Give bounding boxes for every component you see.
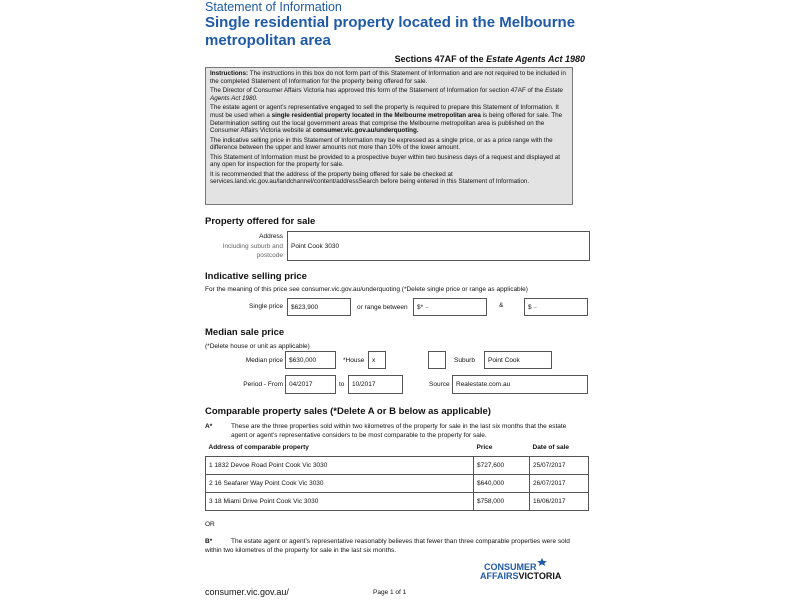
period-label: Period - From xyxy=(243,381,283,388)
comparable-section-title: Comparable property sales (*Delete A or B below as applicable) xyxy=(205,406,491,417)
range-high-placeholder: – xyxy=(533,303,538,311)
instructions-p2-act: Estate Agents Act 1980. xyxy=(210,86,563,102)
range-low-field[interactable] xyxy=(413,298,487,316)
row-price[interactable]: $640,000 xyxy=(474,475,530,493)
median-price-value: $630,000 xyxy=(289,356,317,364)
row-date[interactable]: 25/07/2017 xyxy=(530,457,589,475)
option-a-marker: A* xyxy=(205,423,213,430)
instructions-heading: Instructions: xyxy=(210,70,249,77)
source-field[interactable] xyxy=(452,375,588,394)
act-name: Estate Agents Act 1980 xyxy=(486,54,585,64)
consumer-affairs-victoria-logo xyxy=(480,563,561,581)
house-checkbox-value: x xyxy=(372,356,376,364)
option-b-text: The estate agent or agent’s representative reasonably believes that fewer than three comparable properties were sold within two kilometres of the property for sale in the last six months. xyxy=(205,538,570,554)
house-label: *House xyxy=(343,357,365,364)
period-to-label: to xyxy=(339,381,345,388)
logo-line1: CONSUMER xyxy=(484,562,537,572)
single-price-label: Single price xyxy=(249,303,283,310)
suburb-field[interactable] xyxy=(484,351,552,369)
row-address[interactable]: 1 1832 Devoe Road Point Cook Vic 3030 xyxy=(206,457,474,475)
instructions-p3b: is being offered for sale. The Determination setting out the local government areas that comprise the Melbourne metropolitan area is published on the Consumer Affairs Victoria website at xyxy=(210,111,563,135)
header-address: Address of comparable property xyxy=(206,439,474,457)
source-value: Realestate.com.au xyxy=(456,381,511,388)
instructions-p6: It is recommended that the address of the property being offered for sale be checked at services.land.vic.gov.au/landchannel/content/addressSearch before being entered in this Statement of Information. xyxy=(210,170,530,186)
row-price[interactable]: $727,600 xyxy=(474,457,530,475)
comparable-sales-table xyxy=(205,439,589,511)
logo-line2b: VICTORIA xyxy=(518,571,562,581)
table-header-row xyxy=(206,439,589,457)
option-b-marker: B* xyxy=(205,538,213,545)
instructions-p3-bold: single residential property located in the Melbourne metropolitan area xyxy=(271,111,481,119)
header-price: Price xyxy=(474,439,530,457)
instructions-p3a: The estate agent or agent’s representative engaged to sell the property is required to prepare this Statement of Information. It must be used when a xyxy=(210,103,559,119)
instructions-p5: This Statement of Information must be provided to a prospective buyer within two business days of a request and displayed at any open for inspection for the property for sale. xyxy=(210,153,561,169)
header-date: Date of sale xyxy=(530,439,589,457)
row-address[interactable]: 2 16 Seafarer Way Point Cook Vic 3030 xyxy=(206,475,474,493)
instructions-p1: The instructions in this box do not form part of this Statement of Information and are not required to be included in the completed Statement of Information for the property being offered for sale. xyxy=(210,70,566,85)
median-price-label: Median price xyxy=(245,357,283,364)
selling-price-section-title: Indicative selling price xyxy=(205,271,307,282)
suburb-label: Suburb xyxy=(454,357,475,364)
median-price-field[interactable] xyxy=(285,351,336,369)
row-price[interactable]: $758,000 xyxy=(474,493,530,511)
instructions-p4: The indicative selling price in this Statement of Information may be expressed as a single price, or as a price range with the difference between the upper and lower amounts not more than 10% of the lower amount. xyxy=(210,136,553,152)
table-row xyxy=(206,493,589,511)
range-high-field[interactable] xyxy=(524,298,588,316)
period-from-field[interactable] xyxy=(285,375,336,394)
range-high-value: $ xyxy=(528,303,532,311)
row-date[interactable]: 26/07/2017 xyxy=(530,475,589,493)
period-from-value: 04/2017 xyxy=(289,381,313,388)
table-row xyxy=(206,475,589,493)
address-value: Point Cook 3030 xyxy=(291,242,340,250)
period-to-value: 10/2017 xyxy=(352,381,376,388)
logo-line2a: AFFAIRS xyxy=(480,571,519,581)
page-number: Page 1 of 1 xyxy=(373,589,407,596)
median-section-title: Median sale price xyxy=(205,327,285,338)
suburb-value: Point Cook xyxy=(488,356,520,364)
house-checkbox[interactable] xyxy=(368,351,386,369)
address-field[interactable] xyxy=(287,231,590,261)
address-label: Address xyxy=(259,233,283,240)
instructions-box xyxy=(205,67,573,205)
table-row xyxy=(206,457,589,475)
form-subtitle: Statement of Information xyxy=(205,0,342,14)
address-sublabel: Including suburb and postcode xyxy=(222,243,283,259)
or-separator: OR xyxy=(205,521,215,528)
unit-checkbox[interactable] xyxy=(428,351,446,369)
row-address[interactable]: 3 18 Miami Drive Point Cook Vic 3030 xyxy=(206,493,474,511)
period-to-field[interactable] xyxy=(348,375,403,394)
form-title: Single residential property located in the Melbourne metropolitan area xyxy=(205,14,576,49)
row-date[interactable]: 16/06/2017 xyxy=(530,493,589,511)
range-ampersand: & xyxy=(499,302,504,309)
logo-star-icon xyxy=(536,558,548,566)
source-label: Source xyxy=(429,381,450,388)
range-label: or range between xyxy=(357,304,408,311)
sections-prefix: Sections 47AF of the xyxy=(394,54,487,64)
selling-price-note: For the meaning of this price see consumer.vic.gov.au/underquoting (*Delete single price or range as applicable) xyxy=(205,286,528,293)
instructions-p2: The Director of Consumer Affairs Victoria has approved this form of the Statement of Information for section 47AF of the xyxy=(210,86,546,94)
median-note: (*Delete house or unit as applicable) xyxy=(205,343,310,350)
property-section-title: Property offered for sale xyxy=(205,216,316,227)
footer-url[interactable]: consumer.vic.gov.au/ xyxy=(205,587,289,597)
range-low-placeholder: – xyxy=(424,303,429,311)
range-low-value: $* xyxy=(417,303,424,311)
underquoting-link[interactable]: consumer.vic.gov.au/underquoting. xyxy=(312,127,419,135)
single-price-value: $623,900 xyxy=(291,303,319,311)
sections-reference xyxy=(395,54,585,64)
option-a-text: These are the three properties sold within two kilometres of the property for sale in the last six months that the estate agent or agent’s representative considers to be most comparable to the property for sale. xyxy=(231,423,567,439)
single-price-field[interactable] xyxy=(287,298,351,316)
